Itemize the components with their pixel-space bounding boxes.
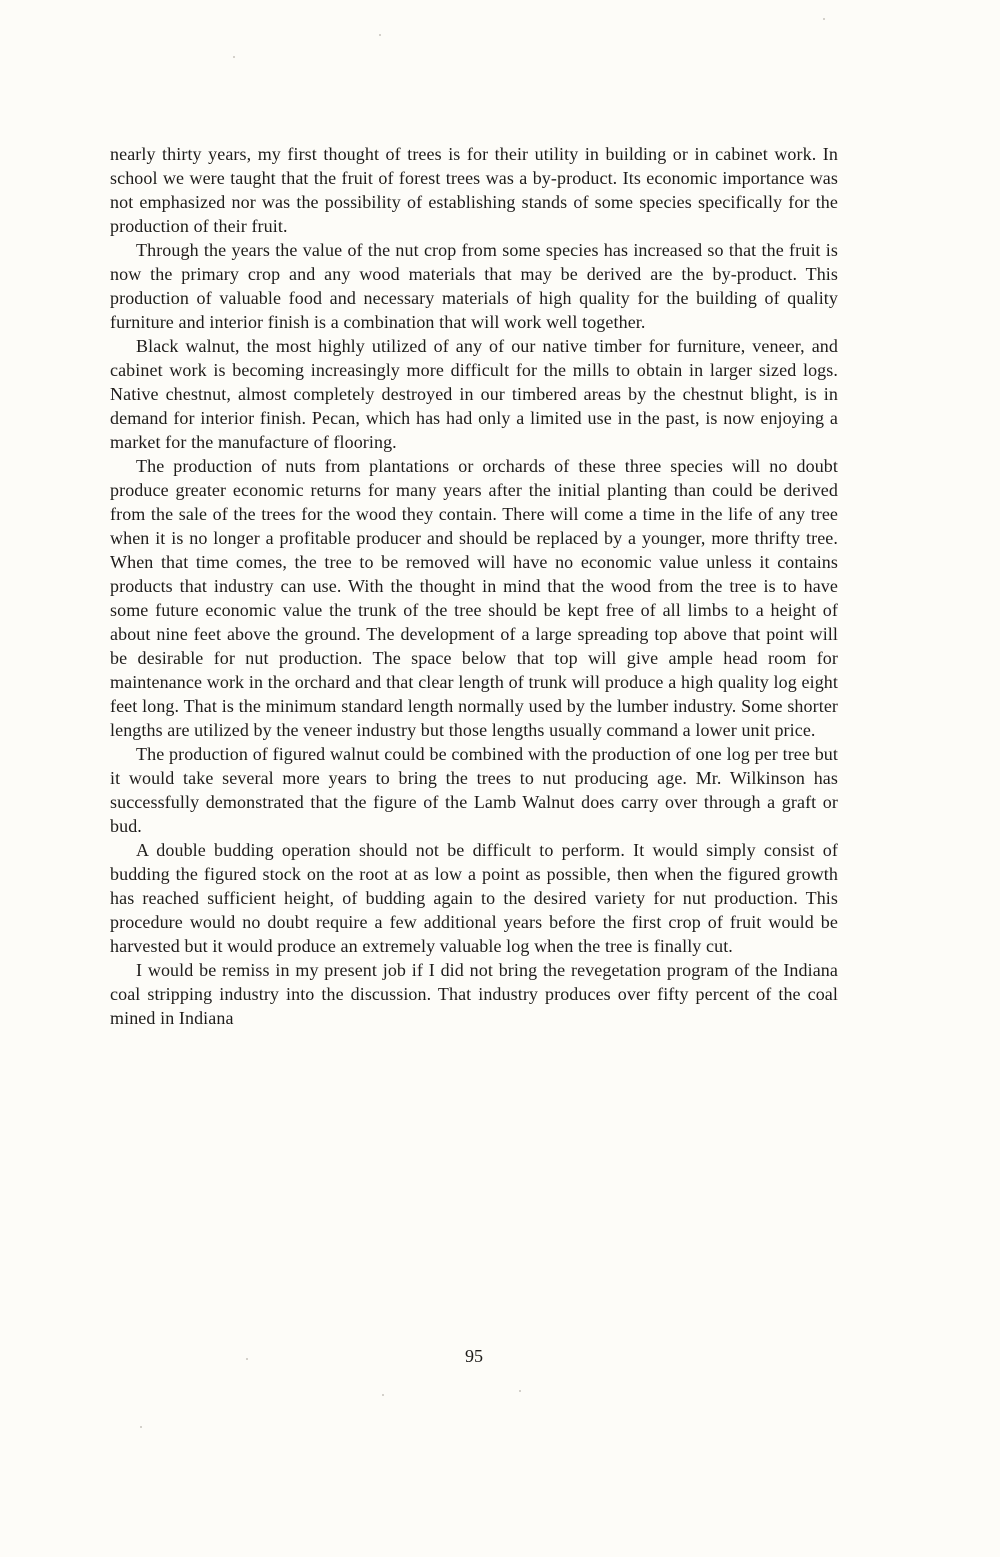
paragraph: Through the years the value of the nut crop from some species has increased so that the fruit is now the primary crop and any wood materials that may be derived are the by-product. This production of valuable food and necessary materials of high quality for the building of quality furniture and interior finish is a combination that will work well together. [110,240,838,332]
paragraph: I would be remiss in my present job if I did not bring the revegetation program of the Indiana coal stripping industry into the discussion. That industry produces over fifty percent of the coal mined in Indiana [110,960,838,1028]
scan-speck [823,18,825,20]
paragraph: The production of nuts from plantations or orchards of these three species will no doubt produce greater economic returns for many years after the initial planting than could be derived from the sale of the trees for the wood they contain. There will come a time in the life of any tree when it is no longer a profitable producer and should be replaced by a younger, more thrifty tree. When that time comes, the tree to be removed will have no economic value unless it contains products that industry can use. With the thought in mind that the wood from the tree is to have some future economic value the trunk of the tree should be kept free of all limbs to a height of about nine feet above the ground. The development of a large spreading top above that point will be desirable for nut production. The space below that top will give ample head room for maintenance work in the orchard and that clear length of trunk will produce a high quality log eight feet long. That is the minimum standard length normally used by the lumber industry. Some shorter lengths are utilized by the veneer industry but those lengths usually command a lower unit price. [110,456,838,740]
scan-speck [140,1426,142,1428]
page-number: 95 [465,1346,483,1366]
paragraph: Black walnut, the most highly utilized of any of our native timber for furniture, veneer, and cabinet work is becoming increasingly more difficult for the mills to obtain in larger sized logs. Native chestnut, almost completely destroyed in our timbered areas by the chestnut blight, is in demand for interior finish. Pecan, which has had only a limited use in the past, is now enjoying a market for the manufacture of flooring. [110,336,838,452]
scan-speck [379,34,381,36]
scan-speck [233,56,235,58]
scan-speck [519,1390,521,1392]
paragraph: The production of figured walnut could be combined with the production of one log per tree but it would take several more years to bring the trees to nut producing age. Mr. Wilkinson has successfully demonstrated that the figure of the Lamb Walnut does carry over through a graft or bud. [110,744,838,836]
scan-speck [382,1394,384,1396]
paragraph: A double budding operation should not be difficult to perform. It would simply consist of budding the figured stock on the root at as low a point as possible, then when the figured growth has reached sufficient height, of budding again to the desired variety for nut production. This procedure would no doubt require a few additional years before the first crop of fruit would be harvested but it would produce an extremely valuable log when the tree is finally cut. [110,840,838,956]
text-block [110,142,838,1030]
paragraph-continuation: nearly thirty years, my first thought of trees is for their utility in building or in cabinet work. In school we were taught that the fruit of forest trees was a by-product. Its economic importance was not emphasized nor was the possibility of establishing stands of some species specifically for the production of their fruit. [110,144,838,236]
